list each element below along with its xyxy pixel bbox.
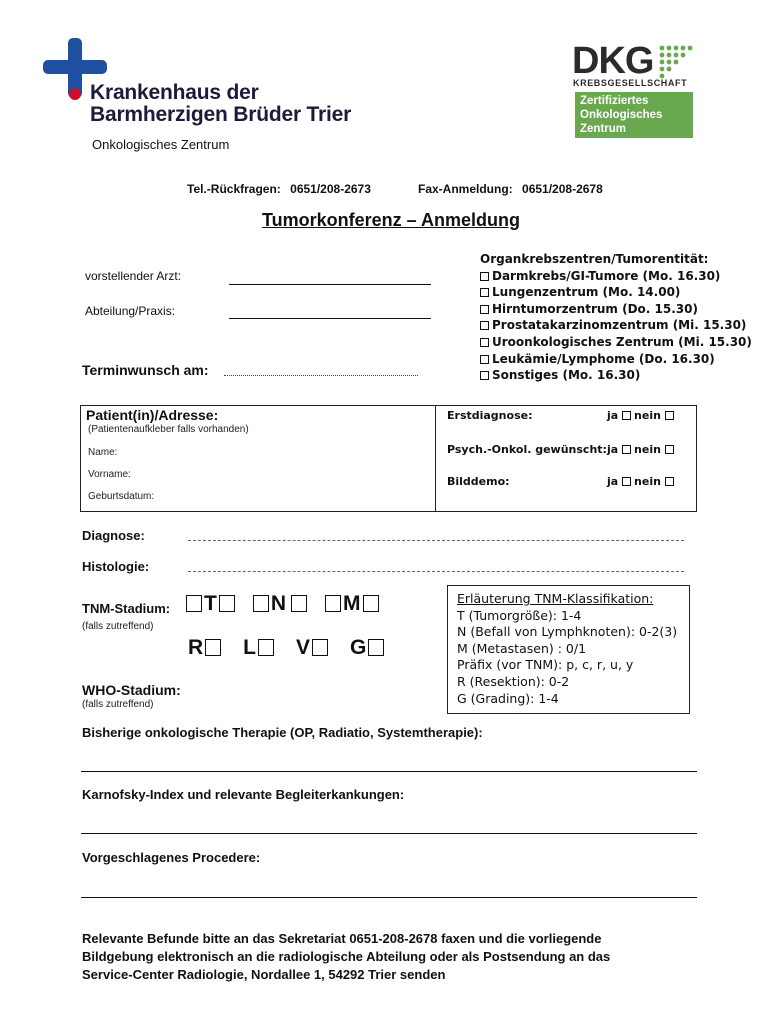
dkg-logo-text: DKG bbox=[572, 40, 654, 82]
checkbox-icon[interactable] bbox=[622, 445, 631, 454]
checkbox-icon[interactable] bbox=[480, 371, 489, 380]
vorstellender-arzt-label: vorstellender Arzt: bbox=[85, 269, 182, 283]
checkbox-icon[interactable] bbox=[480, 288, 489, 297]
tnm-t-box[interactable] bbox=[219, 595, 235, 612]
footer-line-1: Relevante Befunde bitte an das Sekretariat 0651-208-2678 faxen und die vorliegende bbox=[82, 931, 602, 946]
fax-label: Fax-Anmeldung: bbox=[418, 182, 513, 196]
organ-item[interactable]: Hirntumorzentrum (Do. 15.30) bbox=[480, 301, 752, 318]
tnm-t-prefix-box[interactable] bbox=[186, 595, 202, 612]
explanation-line: G (Grading): 1-4 bbox=[457, 690, 559, 706]
dkg-dots-icon bbox=[658, 44, 694, 80]
cert-line-1: Zertifiziertes bbox=[580, 95, 649, 107]
histologie-label: Histologie: bbox=[82, 559, 150, 574]
procedere-label: Vorgeschlagenes Procedere: bbox=[82, 850, 261, 865]
tnm-v-box[interactable] bbox=[312, 639, 328, 656]
erstdiagnose-choice[interactable]: ja nein bbox=[607, 409, 677, 422]
checkbox-icon[interactable] bbox=[622, 411, 631, 420]
vorname-label[interactable]: Vorname: bbox=[88, 469, 131, 480]
organ-item[interactable]: Prostatakarzinomzentrum (Mi. 15.30) bbox=[480, 317, 752, 334]
explanation-line: M (Metastasen) : 0/1 bbox=[457, 640, 587, 656]
tnm-m-box[interactable] bbox=[363, 595, 379, 612]
explanation-heading: Erläuterung TNM-Klassifikation: bbox=[457, 591, 654, 606]
cert-line-3: Zentrum bbox=[580, 123, 626, 135]
hospital-name-line1: Krankenhaus der bbox=[90, 81, 259, 104]
therapie-field[interactable] bbox=[81, 771, 697, 772]
patient-note: (Patientenaufkleber falls vorhanden) bbox=[88, 424, 249, 435]
tnm-n-box[interactable] bbox=[291, 595, 307, 612]
tnm-r-box[interactable] bbox=[205, 639, 221, 656]
diagnose-label: Diagnose: bbox=[82, 528, 145, 543]
geburtsdatum-label[interactable]: Geburtsdatum: bbox=[88, 491, 155, 502]
erstdiagnose-label: Erstdiagnose: bbox=[447, 409, 533, 422]
tnm-n-prefix-box[interactable] bbox=[253, 595, 269, 612]
dkg-logo bbox=[572, 42, 697, 138]
certificate-badge bbox=[575, 92, 693, 138]
checkbox-icon[interactable] bbox=[665, 445, 674, 454]
organ-item[interactable]: Sonstiges (Mo. 16.30) bbox=[480, 367, 752, 384]
checkbox-icon[interactable] bbox=[480, 355, 489, 364]
psych-label: Psych.-Onkol. gewünscht: bbox=[447, 443, 607, 456]
tnm-explanation-box bbox=[447, 585, 690, 714]
terminwunsch-field[interactable] bbox=[224, 375, 418, 376]
tnm-note: (falls zutreffend) bbox=[82, 621, 154, 632]
phone-label: Tel.-Rückfragen: bbox=[187, 182, 281, 196]
vorstellender-arzt-field[interactable] bbox=[229, 284, 431, 285]
explanation-line: R (Resektion): 0-2 bbox=[457, 673, 570, 689]
checkbox-icon[interactable] bbox=[665, 477, 674, 486]
bilddemo-label: Bilddemo: bbox=[447, 475, 510, 488]
checkbox-icon[interactable] bbox=[480, 321, 489, 330]
tnm-l-box[interactable] bbox=[258, 639, 274, 656]
fax-number: 0651/208-2678 bbox=[522, 182, 603, 196]
abteilung-field[interactable] bbox=[229, 318, 431, 319]
tnm-g-box[interactable] bbox=[368, 639, 384, 656]
organ-item[interactable]: Uroonkologisches Zentrum (Mi. 15.30) bbox=[480, 334, 752, 351]
footer-instructions bbox=[82, 930, 610, 984]
explanation-line: Präfix (vor TNM): p, c, r, u, y bbox=[457, 657, 634, 673]
explanation-line: T (Tumorgröße): 1-4 bbox=[457, 607, 582, 623]
name-label[interactable]: Name: bbox=[88, 447, 118, 458]
organ-item[interactable]: Leukämie/Lymphome (Do. 16.30) bbox=[480, 351, 752, 368]
explanation-line: N (Befall von Lymphknoten): 0-2(3) bbox=[457, 624, 678, 640]
histologie-field[interactable] bbox=[188, 571, 684, 572]
who-note: (falls zutreffend) bbox=[82, 699, 154, 710]
karnofsky-label: Karnofsky-Index und relevante Begleiterkankungen: bbox=[82, 787, 405, 802]
checkbox-icon[interactable] bbox=[480, 338, 489, 347]
procedere-field[interactable] bbox=[81, 897, 697, 898]
abteilung-label: Abteilung/Praxis: bbox=[85, 304, 176, 318]
department-label: Onkologisches Zentrum bbox=[92, 137, 230, 152]
hospital-name-line2: Barmherzigen Brüder Trier bbox=[90, 103, 352, 126]
terminwunsch-label: Terminwunsch am: bbox=[82, 362, 209, 378]
organ-center-list bbox=[480, 251, 752, 384]
cert-line-2: Onkologisches bbox=[580, 109, 663, 121]
diagnose-field[interactable] bbox=[188, 540, 684, 541]
checkbox-icon[interactable] bbox=[480, 305, 489, 314]
karnofsky-field[interactable] bbox=[81, 833, 697, 834]
bilddemo-choice[interactable]: ja nein bbox=[607, 475, 677, 488]
tnm-label: TNM-Stadium: bbox=[82, 601, 171, 616]
therapie-label: Bisherige onkologische Therapie (OP, Radiatio, Systemtherapie): bbox=[82, 725, 483, 740]
organ-item[interactable]: Lungenzentrum (Mo. 14.00) bbox=[480, 284, 752, 301]
who-label: WHO-Stadium: bbox=[82, 682, 181, 698]
checkbox-icon[interactable] bbox=[480, 272, 489, 281]
fax-line bbox=[418, 182, 603, 196]
tnm-m-prefix-box[interactable] bbox=[325, 595, 341, 612]
checkbox-icon[interactable] bbox=[665, 411, 674, 420]
phone-line bbox=[187, 182, 371, 196]
footer-line-3: Service-Center Radiologie, Nordallee 1, 54292 Trier senden bbox=[82, 967, 446, 982]
organ-heading: Organkrebszentren/Tumorentität: bbox=[480, 252, 709, 266]
patient-heading: Patient(in)/Adresse: bbox=[86, 407, 219, 423]
psych-choice[interactable]: ja nein bbox=[607, 443, 677, 456]
phone-number: 0651/208-2673 bbox=[290, 182, 371, 196]
checkbox-icon[interactable] bbox=[622, 477, 631, 486]
footer-line-2: Bildgebung elektronisch an die radiologische Abteilung oder als Postsendung an das bbox=[82, 949, 611, 964]
patient-box-divider bbox=[435, 406, 436, 511]
tnm-row-1[interactable]: T N M bbox=[186, 592, 381, 616]
dkg-subtitle: KREBSGESELLSCHAFT bbox=[573, 78, 688, 88]
tnm-row-2[interactable]: R L V G bbox=[188, 636, 386, 660]
organ-item[interactable]: Darmkrebs/GI-Tumore (Mo. 16.30) bbox=[480, 268, 752, 285]
form-title: Tumorkonferenz – Anmeldung bbox=[262, 210, 521, 230]
